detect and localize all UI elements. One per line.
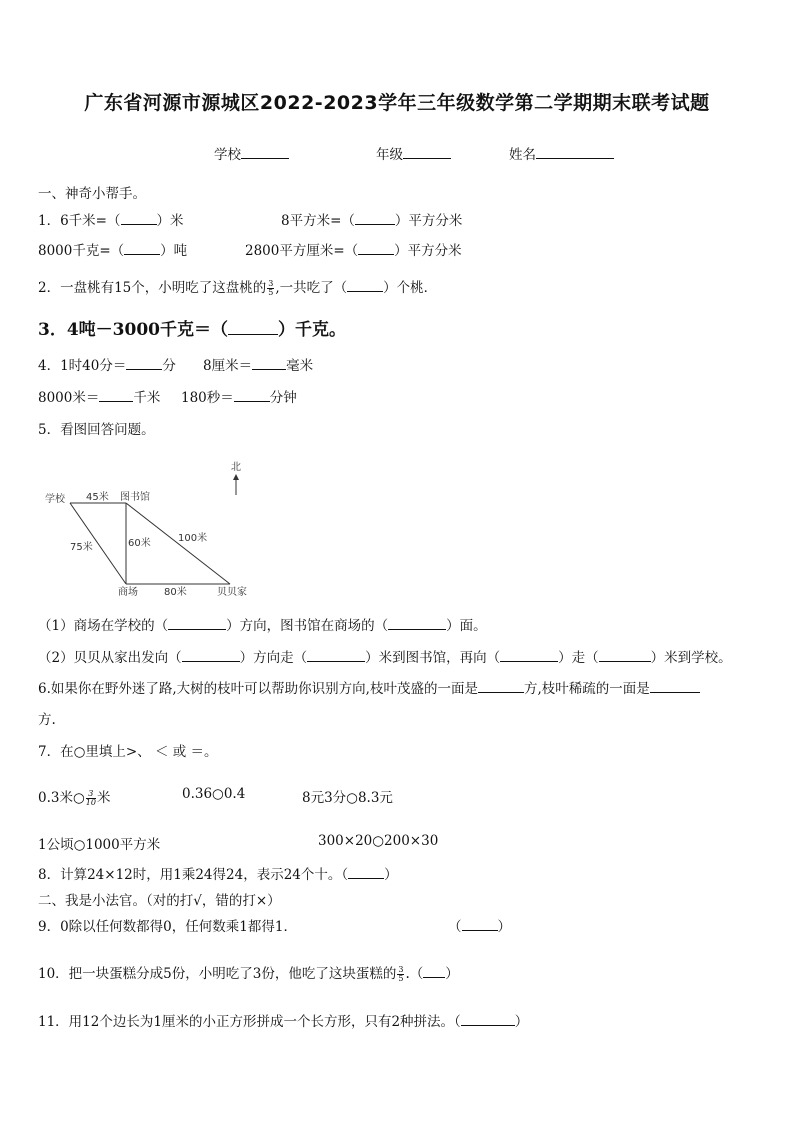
q1-a-text: 1．6千米=（: [38, 213, 121, 229]
q5-sub2-text-e: ）米到学校。: [650, 650, 732, 666]
q9-answer: [448, 915, 511, 935]
q4-b-blank[interactable]: [252, 355, 286, 370]
q6-blank2[interactable]: [650, 678, 700, 693]
q2-fraction: [267, 280, 274, 297]
q4-b-unit: 毫米: [286, 358, 314, 374]
q1-c-text: 8000千克=（: [38, 243, 125, 259]
question-3: [38, 315, 346, 340]
q6-text-mid: 方,枝叶稀疏的一面是: [523, 681, 650, 697]
name-field: [509, 143, 614, 163]
label-school: 学校: [45, 494, 65, 505]
name-label: 姓名: [509, 147, 536, 163]
q5-sub2-blank3[interactable]: [500, 647, 558, 662]
q7-e: 300×20○200×30: [318, 833, 439, 849]
question-9: 9．0除以任何数都得0，任何数乘1都得1．: [38, 919, 297, 935]
q9-blank[interactable]: [462, 916, 498, 931]
q1-b-blank[interactable]: [355, 210, 395, 225]
q7-b: 0.36○0.4: [182, 786, 246, 802]
q10-text-mid: .（: [405, 966, 424, 982]
q10-fraction: [397, 966, 404, 983]
q1-d-blank[interactable]: [358, 240, 394, 255]
q7-a-frac-den: 10: [85, 798, 96, 807]
q6-blank1[interactable]: [478, 678, 524, 693]
q8-text-end: ）: [384, 867, 398, 883]
q10-text-end: ）: [445, 966, 459, 982]
q4-b: [203, 354, 313, 374]
question-2: [38, 276, 437, 297]
q7-a-text: 0.3米○: [38, 790, 85, 806]
q7-a: [38, 786, 110, 807]
question-11: [38, 1010, 528, 1030]
q1-d-text: 2800平方厘米=（: [245, 243, 359, 259]
q7-a-fraction: [86, 790, 96, 807]
q2-blank[interactable]: [347, 277, 383, 292]
q5-sub2-blank2[interactable]: [307, 647, 365, 662]
q2-text: 2．一盘桃有15个，小明吃了这盘桃的: [38, 280, 267, 296]
question-5: 5．看图回答问题。: [38, 422, 155, 438]
q4-b-text: 8厘米＝: [203, 358, 253, 374]
q1-b-text: 8平方米=（: [281, 213, 355, 229]
q3-text-end: ）千克。: [277, 320, 346, 340]
q2-frac-den: 5: [268, 288, 274, 297]
distance-library-mall: 60米: [128, 538, 151, 549]
q11-text: 11．用12个边长为1厘米的小正方形拼成一个长方形，只有2种拼法。（: [38, 1014, 461, 1030]
question-8: [38, 863, 398, 883]
q5-sub2-text-d: ）走（: [558, 650, 599, 666]
label-library: 图书馆: [120, 492, 150, 503]
q1-a: [38, 209, 184, 229]
q3-text: 3．4吨－3000千克＝（: [38, 320, 228, 340]
label-mall: 商场: [118, 587, 138, 598]
question-6: [38, 677, 700, 697]
q4-d-unit: 分钟: [269, 390, 297, 406]
q8-blank[interactable]: [348, 864, 384, 879]
q4-d-text: 180秒＝: [181, 390, 234, 406]
q6-text: 6.如果你在野外迷了路,大树的枝叶可以帮助你识别方向,枝叶茂盛的一面是: [38, 681, 478, 697]
q5-sub2-text-c: ）米到图书馆，再向（: [365, 650, 501, 666]
q3-blank[interactable]: [228, 317, 278, 335]
page-title: 广东省河源市源城区2022-2023学年三年级数学第二学期期末联考试题: [84, 92, 710, 114]
q1-a-unit: ）米: [156, 213, 184, 229]
school-label: 学校: [214, 147, 241, 163]
q2-text-end: ）个桃．: [383, 280, 438, 296]
q2-frac-num: 3: [268, 279, 274, 288]
q1-d-unit: ）平方分米: [394, 243, 462, 259]
q4-a-blank[interactable]: [126, 355, 162, 370]
q10-blank[interactable]: [423, 963, 445, 978]
distance-school-mall: 75米: [70, 542, 93, 553]
q1-a-blank[interactable]: [121, 210, 157, 225]
distance-school-library: 45米: [86, 492, 109, 503]
school-field: [214, 143, 289, 163]
q1-c: [38, 239, 187, 259]
q11-blank[interactable]: [461, 1011, 515, 1026]
north-arrow: [231, 461, 241, 495]
school-blank[interactable]: [241, 144, 289, 159]
q4-c-blank[interactable]: [99, 387, 133, 402]
q10-frac-num: 3: [398, 965, 404, 974]
q9-paren-open: （: [448, 919, 462, 935]
q1-b-unit: ）平方分米: [394, 213, 463, 229]
q7-a-unit: 米: [96, 790, 111, 806]
q9-paren-close: ）: [497, 919, 511, 935]
q4-d-blank[interactable]: [234, 387, 270, 402]
q5-sub2-blank1[interactable]: [182, 647, 240, 662]
q5-sub2-text: （2）贝贝从家出发向（: [38, 650, 182, 666]
q10-frac-den: 5: [398, 974, 404, 983]
q6-continued: 方.: [38, 712, 56, 728]
q4-d: [181, 386, 297, 406]
q8-text: 8．计算24×12时，用1乘24得24，表示24个十。（: [38, 867, 349, 883]
q4-c-text: 8000米＝: [38, 390, 100, 406]
q1-c-blank[interactable]: [124, 240, 160, 255]
q7-a-frac-num: 3: [86, 790, 96, 799]
q4-c-unit: 千米: [133, 390, 161, 406]
q1-d: [245, 239, 462, 259]
distance-library-home: 100米: [178, 533, 208, 544]
grade-blank[interactable]: [403, 144, 451, 159]
q2-text-mid: ,一共吃了（: [275, 280, 348, 296]
distance-mall-home: 80米: [164, 587, 187, 598]
q7-c: 8元3分○8.3元: [302, 790, 393, 806]
q4-a-unit: 分: [162, 358, 176, 374]
q11-text-end: ）: [514, 1014, 529, 1030]
q7-d: 1公顷○1000平方米: [38, 837, 161, 853]
north-label: 北: [231, 462, 241, 473]
q5-sub1-blank2[interactable]: [388, 615, 446, 630]
label-home: 贝贝家: [217, 587, 247, 598]
q5-sub1-blank1[interactable]: [168, 615, 226, 630]
q10-text: 10．把一块蛋糕分成5份，小明吃了3份，他吃了这块蛋糕的: [38, 966, 397, 982]
q4-a: [38, 354, 176, 374]
section2-heading: 二、我是小法官。（对的打√，错的打×）: [38, 893, 281, 909]
question-10: [38, 962, 459, 983]
q1-b: [281, 209, 462, 229]
q5-sub2-blank4[interactable]: [599, 647, 651, 662]
north-arrow-head: [233, 474, 239, 480]
name-blank[interactable]: [536, 144, 614, 159]
q1-c-unit: ）吨: [160, 243, 188, 259]
q4-a-text: 4．1时40分＝: [38, 358, 127, 374]
q5-sub1-text: （1）商场在学校的（: [38, 618, 169, 634]
q5-sub2-text-b: ）方向走（: [239, 650, 308, 666]
q5-sub1-text-end: ）面。: [446, 618, 487, 634]
location-map: [40, 455, 280, 603]
grade-label: 年级: [376, 147, 403, 163]
q5-sub1: [38, 614, 487, 634]
grade-field: [376, 143, 451, 163]
section1-heading: 一、神奇小帮手。: [38, 186, 146, 202]
q5-sub1-text-mid: ）方向，图书馆在商场的（: [226, 618, 389, 634]
question-7: 7．在○里填上>、 ＜ 或 ＝。: [38, 744, 218, 760]
q4-c: [38, 386, 160, 406]
q5-sub2: [38, 646, 732, 666]
